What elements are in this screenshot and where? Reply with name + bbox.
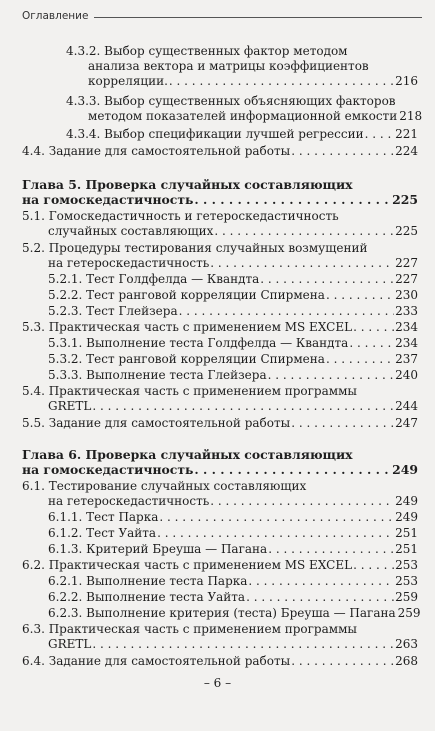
chapter-title: на гомоскедастичность [22,462,194,477]
toc-entry-text: 5.3.1. Выполнение теста Голдфелда — Квандта [48,336,349,350]
toc-entry-text: 5.3.2. Тест ранговой корреляции Спирмена [48,352,325,366]
page-number: 247 [395,416,418,430]
leader-dots [326,352,394,367]
page-number: 259 [395,590,418,604]
leader-dots [194,462,391,477]
toc-entry-6-1-3[interactable] [48,542,418,557]
leader-dots [159,510,394,525]
toc-entry-text: 5.2.3. Тест Глейзера [48,304,178,318]
toc-entry-text: 6.2.3. Выполнение критерия (теста) Бреуша — Пагана [48,606,396,620]
page-number: 221 [395,127,418,141]
toc-entry-text: 6.2.1. Выполнение теста Парка [48,574,248,588]
toc-entry-5-1[interactable] [22,209,418,239]
leader-dots [353,558,394,573]
page-number: 216 [395,74,418,88]
leader-dots [214,224,394,239]
page-number: 249 [395,494,418,508]
page-number: 224 [395,144,418,158]
toc-entry-6-2-1[interactable] [48,574,418,589]
page-number: 230 [395,288,418,302]
toc-entry-5-4[interactable] [22,384,418,414]
toc-entry-5-3[interactable] [22,320,418,335]
leader-dots [92,637,394,652]
leader-dots [194,192,391,207]
leader-dots [157,526,394,541]
toc-entry-4-4[interactable] [22,144,418,159]
toc-entry-text: 5.2.1. Тест Голдфелда — Квандта [48,272,260,286]
toc-chapter-6[interactable] [22,447,418,477]
toc-chapter-5[interactable] [22,177,418,207]
toc-entry-4-3-3[interactable] [66,94,423,124]
page-number: 233 [395,304,418,318]
toc-entry-text: 5.5. Задание для самостоятельной работы [22,416,291,430]
page-number: 259 [397,606,421,620]
leader-dots [210,494,394,509]
page-number: 237 [395,352,418,366]
page-number: 240 [395,368,418,382]
page-number: 251 [395,542,418,556]
leader-dots [291,144,394,159]
toc-entry-text: случайных составляющих [48,224,214,238]
toc-entry-4-3-2[interactable] [66,44,418,89]
toc-entry-text: 5.4. Практическая часть с применением программы [22,384,357,398]
toc-entry-text: 5.1. Гомоскедастичность и гетероскедастичность [22,209,339,223]
leader-dots [246,590,394,605]
toc-entry-4-3-4[interactable] [66,127,418,142]
toc-entry-text: GRETL [48,399,92,413]
leader-dots [268,542,394,557]
page-footer-number: – 6 – [203,676,232,690]
toc-entry-6-2-3[interactable] [48,606,421,621]
toc-entry-5-2-3[interactable] [48,304,418,319]
toc-entry-text: 6.4. Задание для самостоятельной работы [22,654,291,668]
page-number: 268 [395,654,418,668]
toc-entry-text: на гетероскедастичность [48,256,210,270]
toc-entry-text: 6.2.2. Выполнение теста Уайта [48,590,246,604]
toc-entry-text: 4.3.2. Выбор существенных фактор методом [66,44,348,58]
toc-entry-6-2[interactable] [22,558,418,573]
toc-entry-text: 4.3.4. Выбор спецификации лучшей регрессии [66,127,364,141]
page-number: 234 [395,336,418,350]
toc-entry-5-2[interactable] [22,241,418,271]
leader-dots [169,74,394,89]
page-number: 253 [395,574,418,588]
leader-dots [349,336,394,351]
toc-entry-5-3-1[interactable] [48,336,418,351]
toc-entry-text: методом показателей информационной емкости [88,109,398,123]
page-number: 218 [399,109,423,123]
toc-entry-6-1[interactable] [22,479,418,509]
toc-entry-text: на гетероскедастичность [48,494,210,508]
toc-entry-text: 4.3.3. Выбор существенных объясняющих факторов [66,94,396,108]
running-header [22,8,422,24]
leader-dots [326,288,394,303]
leader-dots [353,320,394,335]
leader-dots [291,416,394,431]
page-number: 227 [395,272,418,286]
page-number: 253 [395,558,418,572]
toc-entry-text: корреляции. [88,74,168,88]
toc-entry-text: 4.4. Задание для самостоятельной работы [22,144,291,158]
chapter-title: Глава 5. Проверка случайных составляющих [22,177,353,192]
page-number: 244 [395,399,418,413]
toc-entry-6-1-2[interactable] [48,526,418,541]
toc-entry-5-2-1[interactable] [48,272,418,287]
toc-entry-6-2-2[interactable] [48,590,418,605]
running-header-title: Оглавление [22,10,89,22]
leader-dots [268,368,394,383]
toc-entry-text: 6.2. Практическая часть с применением MS EXCEL [22,558,353,572]
leader-dots [365,127,395,142]
chapter-title: Глава 6. Проверка случайных составляющих [22,447,353,462]
leader-dots [260,272,394,287]
toc-entry-text: 6.1.3. Критерий Бреуша — Пагана [48,542,268,556]
toc-entry-5-3-3[interactable] [48,368,418,383]
leader-dots [248,574,394,589]
leader-dots [92,399,394,414]
toc-entry-text: 5.3.3. Выполнение теста Глейзера [48,368,267,382]
toc-entry-text: анализа вектора и матрицы коэффициентов [88,59,369,73]
toc-entry-text: 6.3. Практическая часть с применением программы [22,622,357,636]
chapter-title: на гомоскедастичность [22,192,194,207]
page-number: 225 [395,224,418,238]
toc-entry-text: GRETL [48,637,92,651]
page-number: 249 [392,462,418,477]
page-number: 263 [395,637,418,651]
toc-entry-5-2-2[interactable] [48,288,418,303]
page-number: 227 [395,256,418,270]
toc-entry-5-3-2[interactable] [48,352,418,367]
toc-entry-6-1-1[interactable] [48,510,418,525]
page-number: 251 [395,526,418,540]
toc-entry-6-3[interactable] [22,622,418,652]
toc-entry-text: 6.1. Тестирование случайных составляющих [22,479,307,493]
toc-entry-6-4[interactable] [22,654,418,669]
page-number: 249 [395,510,418,524]
toc-entry-text: 5.2. Процедуры тестирования случайных возмущений [22,241,368,255]
page-number: 234 [395,320,418,334]
toc-entry-text: 5.3. Практическая часть с применением MS EXCEL [22,320,353,334]
leader-dots [291,654,394,669]
toc-entry-text: 5.2.2. Тест ранговой корреляции Спирмена [48,288,325,302]
page-number: 225 [392,192,418,207]
leader-dots [179,304,395,319]
toc-entry-text: 6.1.2. Тест Уайта [48,526,157,540]
header-rule [94,17,422,18]
leader-dots [210,256,394,271]
toc-entry-5-5[interactable] [22,416,418,431]
toc-entry-text: 6.1.1. Тест Парка [48,510,159,524]
